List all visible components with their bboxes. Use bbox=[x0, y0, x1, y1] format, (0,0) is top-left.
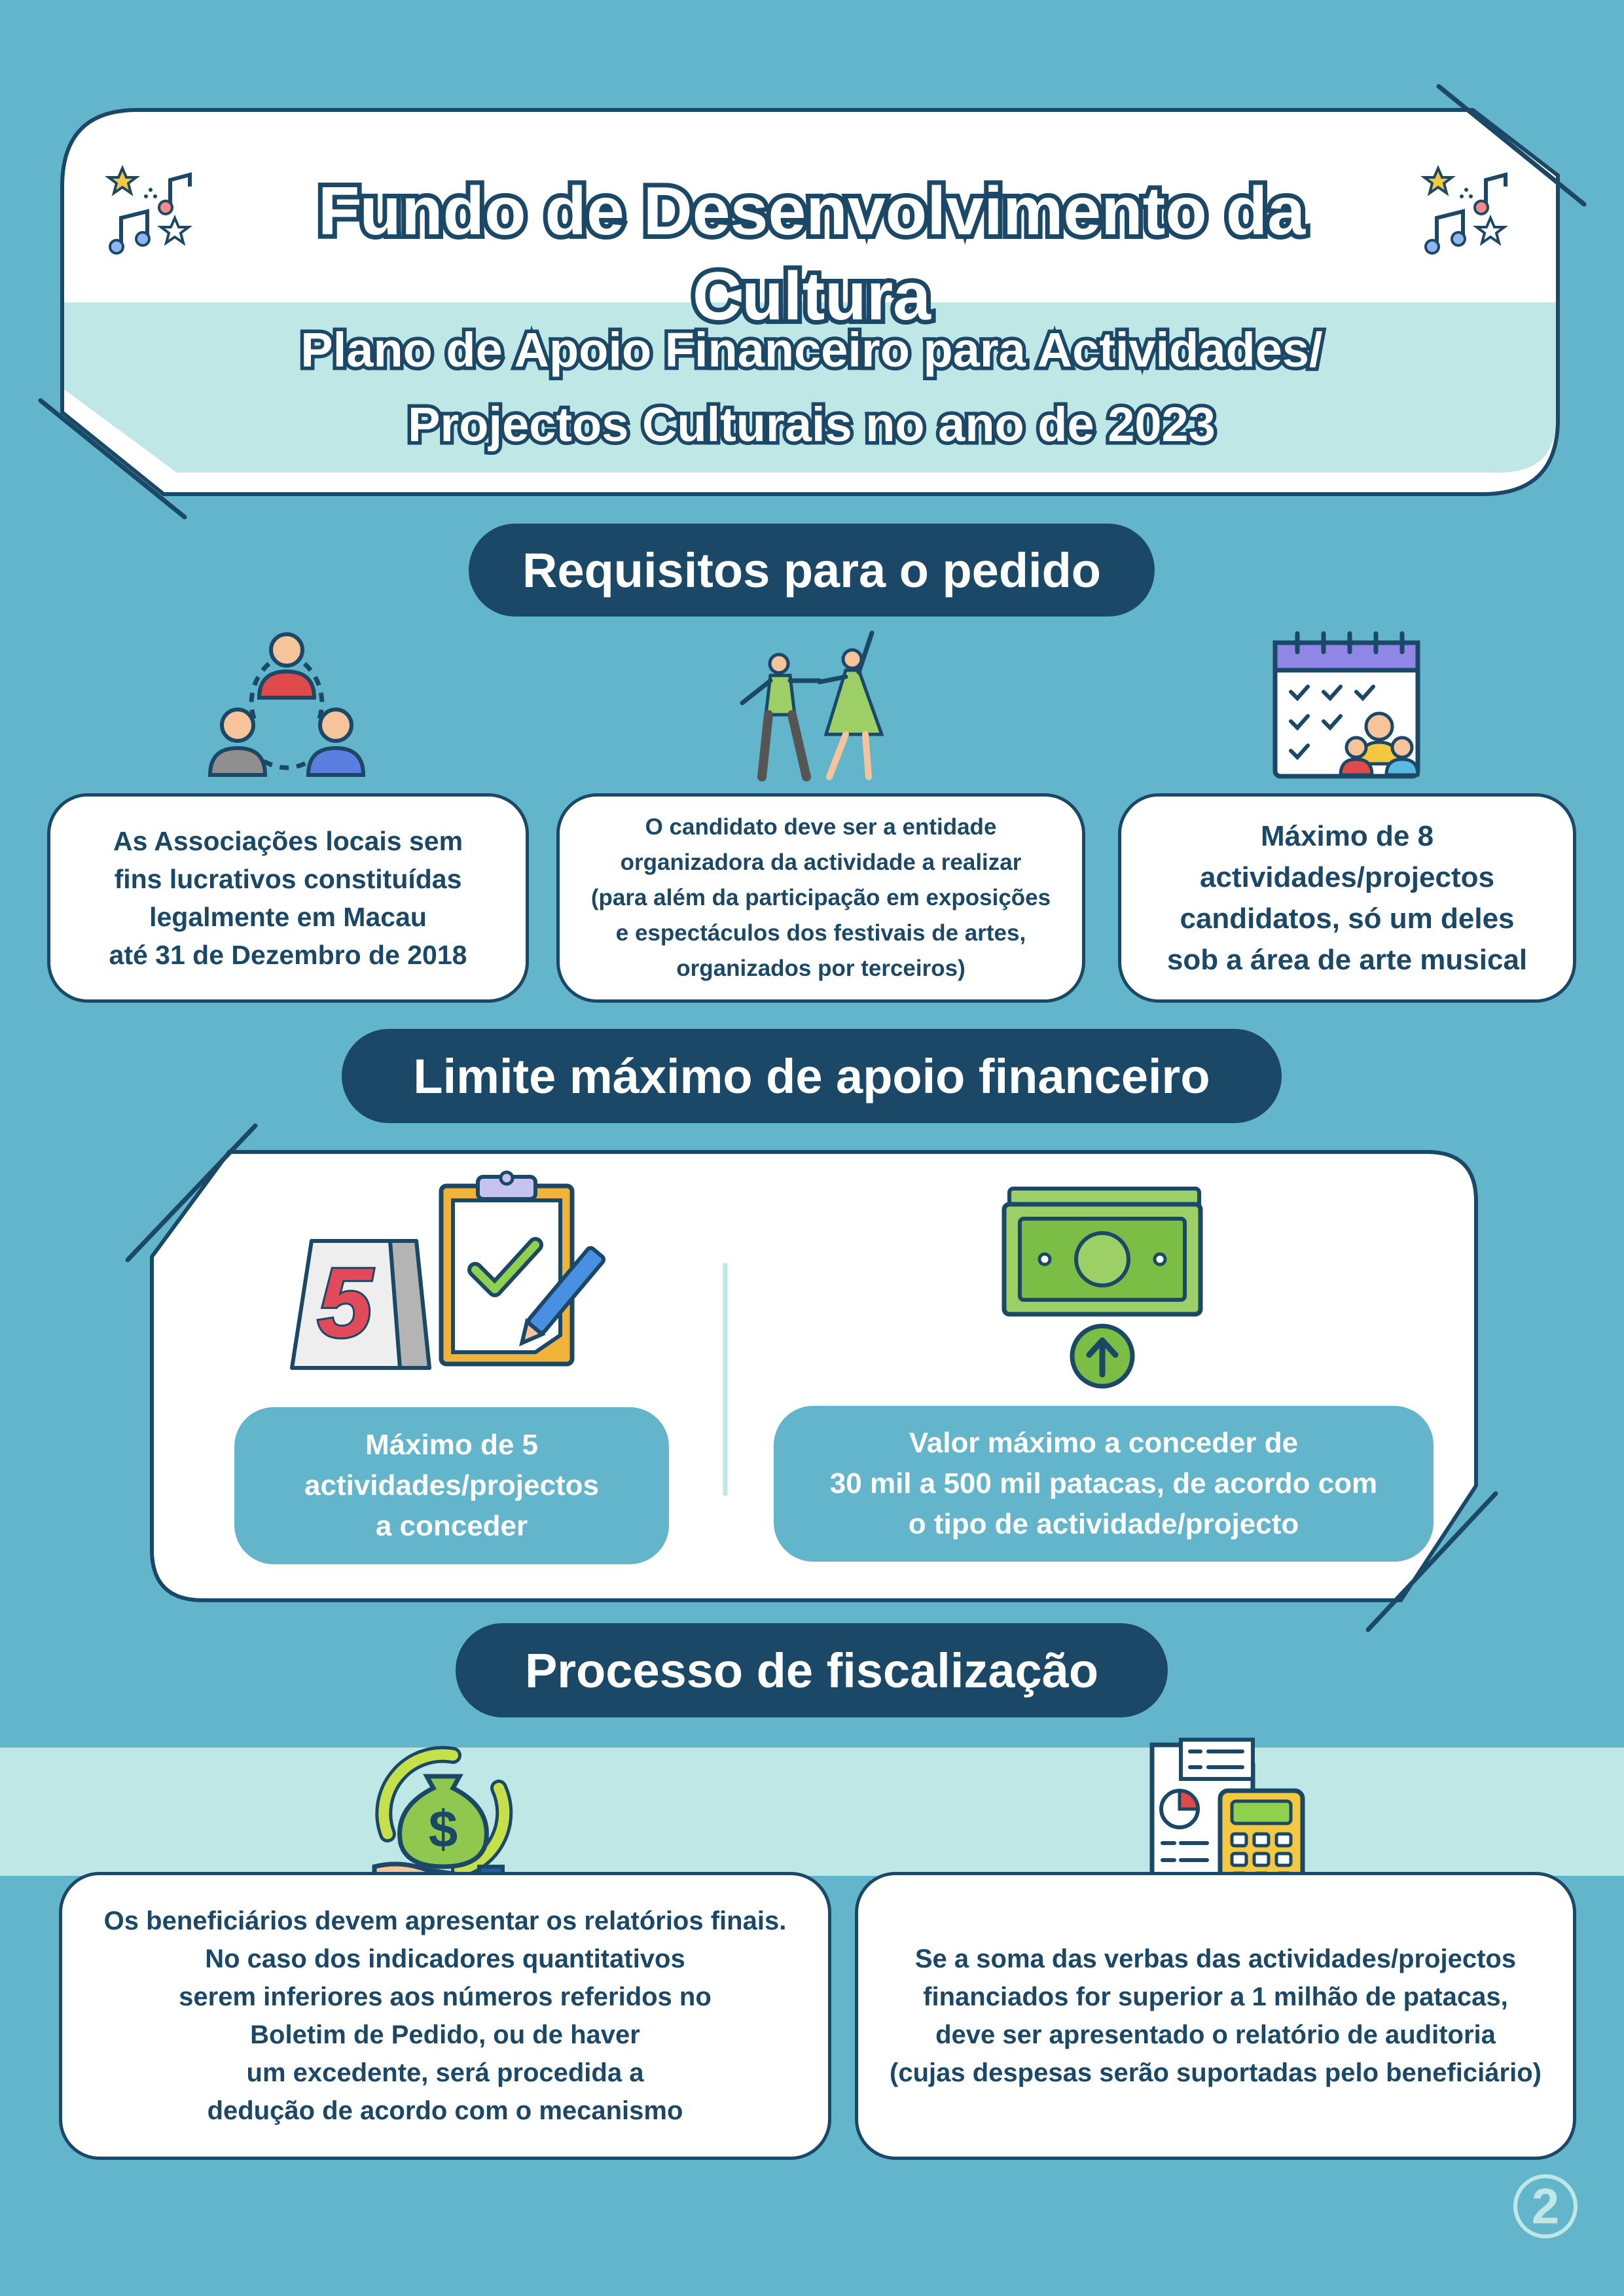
text-line: até 31 de Dezembro de 2018 bbox=[109, 940, 467, 970]
inspection-card-final-reports bbox=[59, 1872, 831, 2160]
text-line: e espectáculos dos festivais de artes, bbox=[615, 920, 1026, 946]
section-heading-requirements: Requisitos para o pedido bbox=[469, 524, 1155, 617]
calendar-people-icon bbox=[1271, 630, 1422, 780]
requirement-text bbox=[591, 810, 1051, 986]
header-banner bbox=[0, 0, 1624, 524]
requirement-card-maximum bbox=[1118, 793, 1576, 1003]
text-line: Boletim de Pedido, ou de haver bbox=[250, 2020, 640, 2049]
text-line: actividades/projectos bbox=[304, 1469, 599, 1501]
section-heading-inspection: Processo de fiscalização bbox=[456, 1623, 1168, 1717]
text-line: o tipo de actividade/projecto bbox=[908, 1508, 1299, 1540]
text-line: dedução de acordo com o mecanismo bbox=[207, 2096, 683, 2125]
banknote-icon bbox=[1001, 1185, 1204, 1394]
text-line: No caso dos indicadores quantitativos bbox=[205, 1945, 685, 1973]
text-line: (para além da participação em exposições bbox=[590, 885, 1051, 910]
requirement-text bbox=[109, 822, 467, 974]
section-heading-limit: Limite máximo de apoio financeiro bbox=[342, 1029, 1282, 1123]
page-number: 2 bbox=[1513, 2174, 1578, 2238]
text-line: organizados por terceiros) bbox=[676, 956, 965, 981]
subtitle-line: Projectos Culturais no ano de 2023 bbox=[408, 397, 1216, 452]
text-line: um excedente, será procedida a bbox=[246, 2058, 644, 2087]
inspection-band bbox=[0, 1748, 1624, 1876]
clipboard-check-icon bbox=[437, 1172, 601, 1368]
text-line: O candidato deve ser a entidade bbox=[645, 814, 997, 840]
page-subtitle bbox=[131, 313, 1492, 462]
limit-panel-frame bbox=[0, 1113, 1624, 1649]
requirement-text bbox=[1167, 816, 1527, 980]
text-line: fins lucrativos constituídas bbox=[114, 864, 462, 894]
text-line: sob a área de arte musical bbox=[1166, 944, 1528, 976]
text-line: a conceder bbox=[375, 1510, 528, 1542]
calendar-number-five-icon bbox=[292, 1241, 429, 1368]
requirement-card-organizer bbox=[556, 793, 1085, 1003]
text-line: Os beneficiários devem apresentar os relatórios finais. bbox=[103, 1907, 787, 1935]
music-notes-stars-icon bbox=[1424, 167, 1515, 259]
music-notes-stars-icon bbox=[108, 167, 200, 259]
text-line: Valor máximo a conceder de bbox=[909, 1427, 1299, 1459]
subtitle-line: Plano de Apoio Financeiro para Actividades/ bbox=[300, 323, 1323, 377]
page-title: Fundo de Desenvolvimento da Cultura bbox=[317, 173, 1306, 334]
text-line: financiados for superior a 1 milhão de patacas, bbox=[923, 1982, 1508, 2011]
text-line: candidatos, só um deles bbox=[1180, 903, 1515, 935]
limit-max-projects-box bbox=[234, 1407, 669, 1564]
limit-max-amount-box bbox=[774, 1406, 1434, 1562]
text-line: (cujas despesas serão suportadas pelo beneficiário) bbox=[890, 2058, 1542, 2087]
text-line: deve ser apresentado o relatório de auditoria bbox=[935, 2020, 1496, 2049]
text-line: Máximo de 5 bbox=[365, 1429, 539, 1461]
text-line: 30 mil a 500 mil patacas, de acordo com bbox=[829, 1467, 1378, 1499]
dancers-icon bbox=[734, 630, 892, 781]
limit-text bbox=[830, 1423, 1377, 1545]
text-line: Máximo de 8 bbox=[1260, 820, 1434, 852]
text-line: actividades/projectos bbox=[1200, 861, 1494, 893]
svg-text:$: $ bbox=[428, 1800, 458, 1858]
text-line: organizadora da actividade a realizar bbox=[620, 850, 1022, 875]
limit-text bbox=[304, 1425, 599, 1547]
requirement-card-associations bbox=[47, 793, 529, 1003]
text-line: legalmente em Macau bbox=[149, 902, 427, 932]
people-network-icon bbox=[208, 627, 365, 784]
text-line: serem inferiores aos números referidos no bbox=[179, 1982, 712, 2011]
inspection-text bbox=[890, 1940, 1542, 2092]
calendar-number: 5 bbox=[317, 1247, 372, 1357]
inspection-card-audit bbox=[855, 1872, 1576, 2160]
text-line: Se a soma das verbas das actividades/projectos bbox=[914, 1945, 1517, 1973]
inspection-text bbox=[104, 1902, 787, 2130]
text-line: As Associações locais sem bbox=[113, 826, 463, 856]
